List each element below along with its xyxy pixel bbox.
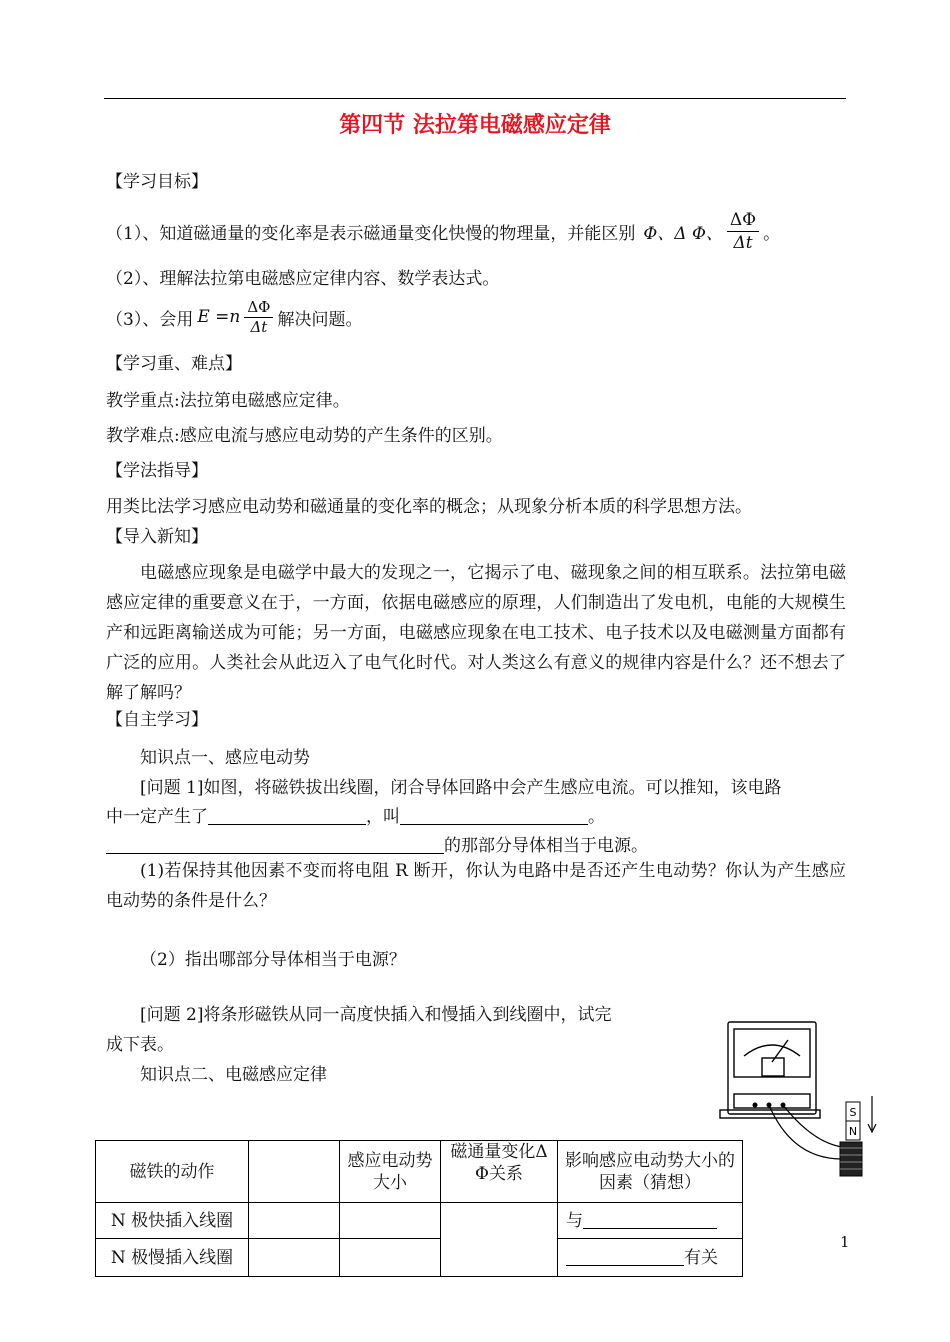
intro-header: 【导入新知】 bbox=[106, 527, 208, 547]
answer-blank-1[interactable] bbox=[208, 806, 366, 825]
question-1-line-2 bbox=[106, 802, 605, 827]
factor-prefix: 与 bbox=[566, 1210, 583, 1231]
key-point: 教学重点:法拉第电磁感应定律。 bbox=[106, 391, 350, 411]
meter-case bbox=[728, 1022, 816, 1114]
question-2-line-1: [问题 2]将条形磁铁从同一高度快插入和慢插入到线圈中，试完 bbox=[140, 1005, 612, 1025]
row-slow-action: N 极慢插入线圈 bbox=[96, 1239, 249, 1277]
difficult-point: 教学难点:感应电流与感应电动势的产生条件的区别。 bbox=[106, 426, 503, 446]
meter-terminal-bar bbox=[734, 1094, 810, 1108]
method-text: 用类比法学习感应电动势和磁通量的变化率的概念；从现象分析本质的科学思想方法。 bbox=[106, 497, 752, 517]
row-slow-blank[interactable] bbox=[249, 1239, 340, 1277]
meter-window bbox=[734, 1029, 810, 1077]
top-rule bbox=[104, 98, 846, 99]
row-flux-cell[interactable] bbox=[441, 1203, 558, 1277]
row-slow-factor[interactable] bbox=[558, 1239, 743, 1277]
goal-1-fraction bbox=[727, 209, 759, 254]
magnet-pole-n: N bbox=[848, 1125, 858, 1138]
question-1-line-1: [问题 1]如图，将磁铁拔出线圈，闭合导体回路中会产生感应电流。可以推知，该电路 bbox=[140, 778, 782, 798]
header-action: 磁铁的动作 bbox=[96, 1141, 249, 1203]
goal-2: （2）、理解法拉第电磁感应定律内容、数学表达式。 bbox=[106, 269, 500, 289]
wire-2 bbox=[783, 1105, 842, 1147]
question-1-text-b: ，叫 bbox=[366, 807, 400, 827]
results-table bbox=[95, 1140, 743, 1277]
goal-1-text: （1）、知道磁通量的变化率是表示磁通量变化快慢的物理量，并能区别 bbox=[106, 223, 636, 244]
row-fast-blank[interactable] bbox=[249, 1203, 340, 1239]
goal-3-formula: E =n bbox=[197, 307, 241, 327]
goals-header: 【学习目标】 bbox=[106, 172, 208, 192]
header-emf: 感应电动势大小 bbox=[340, 1141, 441, 1203]
page-number: 1 bbox=[840, 1233, 850, 1251]
question-1-text-a: 中一定产生了 bbox=[106, 807, 208, 827]
magnet-pole-s: S bbox=[849, 1106, 857, 1119]
header-factors: 影响感应电动势大小的因素（猜想） bbox=[558, 1141, 743, 1203]
answer-blank-3[interactable] bbox=[106, 835, 444, 854]
terminal-left bbox=[753, 1103, 758, 1108]
goal-3-fraction bbox=[244, 298, 273, 337]
goal-1-end: 。 bbox=[763, 223, 781, 244]
knowledge-point-1: 知识点一、感应电动势 bbox=[140, 748, 310, 768]
goal-1-frac-den: Δt bbox=[733, 232, 753, 253]
intro-paragraph: 电磁感应现象是电磁学中最大的发现之一，它揭示了电、磁现象之间的相互联系。法拉第电磁感应定律的重要意义在于，一方面，依据电磁感应的原理，人们制造出了发电机，电能的大规模生产和远距离输送成为可能；另一方面，电磁感应现象在电工技术、电子技术以及电磁测量方面都有广泛的应用。人类社会从此迈入了电气化时代。对人类这么有意义的规律内容是什么？还不想去了解了解吗？ bbox=[106, 563, 846, 703]
question-1-text-c: 。 bbox=[588, 807, 605, 827]
factor-suffix: 有关 bbox=[684, 1247, 718, 1268]
page-title: 第四节 法拉第电磁感应定律 bbox=[339, 113, 611, 138]
coil bbox=[840, 1142, 862, 1176]
self-study-header: 【自主学习】 bbox=[106, 710, 208, 730]
goal-1-symbols: Φ、Δ Φ、 bbox=[643, 223, 723, 244]
wire-1 bbox=[769, 1105, 842, 1159]
goal-1 bbox=[106, 204, 780, 258]
header-blank bbox=[249, 1141, 340, 1203]
question-1-text-d: 的那部分导体相当于电源。 bbox=[444, 836, 648, 856]
goal-3 bbox=[106, 294, 362, 340]
goal-3-frac-num: ΔΦ bbox=[244, 298, 273, 318]
goal-3-frac-den: Δt bbox=[250, 317, 268, 336]
factor-blank-1[interactable] bbox=[583, 1210, 717, 1229]
goal-3-post: 解决问题。 bbox=[277, 309, 363, 330]
question-1-sub-2: （2）指出哪部分导体相当于电源？ bbox=[140, 950, 406, 970]
row-fast-action: N 极快插入线圈 bbox=[96, 1203, 249, 1239]
method-header: 【学法指导】 bbox=[106, 461, 208, 481]
key-header: 【学习重、难点】 bbox=[106, 354, 242, 374]
question-1-sub-1: (1)若保持其他因素不变而将电阻 R 断开，你认为电路中是否还产生电动势？你认为产生感应电动势的条件是什么？ bbox=[106, 861, 846, 911]
goal-1-frac-num: ΔΦ bbox=[727, 209, 759, 232]
answer-blank-2[interactable] bbox=[400, 806, 588, 825]
row-fast-factor[interactable] bbox=[558, 1203, 743, 1239]
question-2-line-2: 成下表。 bbox=[106, 1035, 174, 1055]
factor-blank-2[interactable] bbox=[566, 1247, 684, 1266]
question-1-line-3 bbox=[106, 831, 648, 856]
row-slow-emf[interactable] bbox=[340, 1239, 441, 1277]
row-fast-emf[interactable] bbox=[340, 1203, 441, 1239]
goal-3-pre: （3）、会用 bbox=[106, 309, 194, 330]
knowledge-point-2: 知识点二、电磁感应定律 bbox=[140, 1065, 327, 1085]
header-flux: 磁通量变化Δ Φ关系 bbox=[441, 1141, 558, 1203]
meter-scale bbox=[744, 1045, 800, 1056]
